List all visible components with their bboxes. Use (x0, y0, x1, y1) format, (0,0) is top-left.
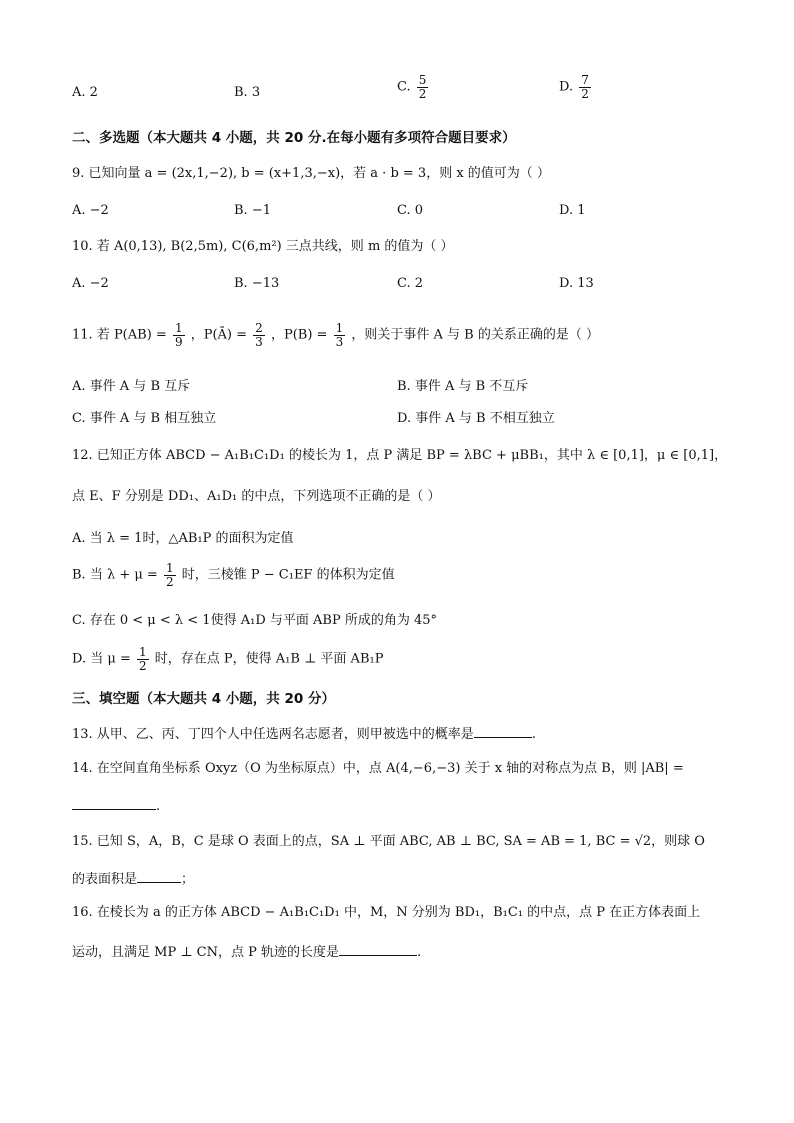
q15-end: ； (181, 872, 195, 887)
fraction-numerator: 7 (581, 73, 589, 87)
q12-option-d-prefix: D. 当 μ = (72, 651, 131, 667)
q9-stem: 9. 已知向量 a = (2x,1,−2), b = (x+1,3,−x)，若 a · b = 3，则 x 的值可为（ ） (72, 166, 550, 181)
q12-stem-line-2: 点 E、F 分别是 DD₁、A₁D₁ 的中点，下列选项不正确的是（ ） (72, 489, 441, 504)
q8-option-c-label: C. (397, 79, 411, 95)
q12-option-a: A. 当 λ = 1时，△AB₁P 的面积为定值 (72, 531, 294, 546)
q8-option-d (559, 74, 593, 100)
q9-option-b: B. −1 (234, 203, 271, 218)
q11-fraction-3 (334, 322, 346, 348)
q16-line-1: 16. 在棱长为 a 的正方体 ABCD − A₁B₁C₁D₁ 中，M，N 分别为 BD₁，B₁C₁ 的中点，点 P 在正方体表面上 (72, 905, 701, 920)
q13-stem: 13. 从甲、乙、丙、丁四个人中任选两名志愿者，则甲被选中的概率是 (72, 727, 474, 742)
q9-option-c: C. 0 (397, 203, 424, 218)
q8-option-c (397, 74, 430, 100)
fraction-denominator: 2 (581, 86, 589, 101)
q15-line-2 (72, 870, 194, 888)
q11-stem (72, 322, 599, 348)
q12-option-b-prefix: B. 当 λ + μ = (72, 567, 158, 583)
q11-stem-suffix: ，则关于事件 A 与 B 的关系正确的是（ ） (351, 327, 599, 343)
q11-stem-mid-2: ，P(B) = (270, 327, 328, 343)
answer-blank (72, 797, 156, 810)
q16-end: . (417, 945, 422, 960)
fraction-denominator: 2 (138, 658, 147, 673)
section-heading-fill-in: 三、填空题（本大题共 4 小题，共 20 分） (72, 691, 335, 707)
fraction-numerator: 1 (165, 561, 174, 575)
q10-option-b: B. −13 (234, 276, 280, 291)
answer-blank (137, 870, 181, 883)
q8-option-a: A. 2 (72, 85, 98, 100)
q12-option-b-suffix: 时，三棱锥 P − C₁EF 的体积为定值 (181, 567, 395, 583)
q10-option-c: C. 2 (397, 276, 424, 291)
q11-fraction-1 (173, 322, 185, 348)
q8-option-d-fraction (579, 74, 591, 100)
fraction-numerator: 2 (255, 321, 263, 335)
q12-option-c: C. 存在 0 < μ < λ < 1使得 A₁D 与平面 ABP 所成的角为 45° (72, 613, 437, 628)
q10-option-d: D. 13 (559, 276, 594, 291)
fraction-denominator: 2 (418, 86, 427, 101)
q8-option-b: B. 3 (234, 85, 261, 100)
q15-line-1: 15. 已知 S，A，B，C 是球 O 表面上的点，SA ⊥ 平面 ABC, AB ⊥ BC, SA = AB = 1, BC = √2，则球 O (72, 834, 705, 849)
q12-option-d (72, 646, 383, 672)
q9-option-a: A. −2 (72, 203, 109, 218)
q8-option-c-fraction (417, 74, 429, 100)
q9-option-d: D. 1 (559, 203, 586, 218)
fraction-numerator: 1 (138, 645, 147, 659)
q11-stem-prefix: 11. 若 P(AB) = (72, 327, 167, 343)
q11-option-d: D. 事件 A 与 B 不相互独立 (397, 411, 555, 426)
q13 (72, 725, 536, 743)
q15-line-2-text: 的表面积是 (72, 872, 138, 887)
q12-option-d-suffix: 时，存在点 P，使得 A₁B ⊥ 平面 AB₁P (154, 651, 384, 667)
fraction-numerator: 1 (174, 321, 183, 335)
q11-option-b: B. 事件 A 与 B 不互斥 (397, 379, 529, 394)
answer-blank (474, 725, 532, 738)
q11-fraction-2 (253, 322, 265, 348)
q14-line-1: 14. 在空间直角坐标系 Oxyz（O 为坐标原点）中，点 A(4,−6,−3) 关于 x 轴的对称点为点 B，则 |AB| = (72, 761, 684, 776)
q11-stem-mid-1: ，P(Ā) = (190, 327, 248, 343)
q10-stem: 10. 若 A(0,13), B(2,5m), C(6,m²) 三点共线，则 m 的值为（ ） (72, 239, 454, 254)
fraction-numerator: 1 (335, 321, 344, 335)
fraction-denominator: 3 (335, 334, 344, 349)
fraction-denominator: 3 (255, 334, 263, 349)
q8-option-d-label: D. (559, 79, 574, 95)
q11-option-a: A. 事件 A 与 B 互斥 (72, 379, 191, 394)
q16-line-2 (72, 943, 421, 961)
answer-blank (339, 943, 417, 956)
q11-option-c: C. 事件 A 与 B 相互独立 (72, 411, 217, 426)
fraction-denominator: 9 (174, 334, 183, 349)
q14-line-2 (72, 797, 160, 815)
fraction-denominator: 2 (165, 574, 174, 589)
q12-option-b (72, 562, 395, 588)
section-heading-multiple-choice: 二、多选题（本大题共 4 小题，共 20 分.在每小题有多项符合题目要求） (72, 130, 516, 146)
q12-option-d-fraction (137, 646, 149, 672)
q16-line-2-text: 运动，且满足 MP ⊥ CN，点 P 轨迹的长度是 (72, 945, 340, 960)
q13-end: . (531, 727, 536, 742)
q14-end: . (156, 799, 161, 814)
q12-option-b-fraction (164, 562, 176, 588)
q10-option-a: A. −2 (72, 276, 109, 291)
fraction-numerator: 5 (418, 73, 427, 87)
q12-stem-line-1: 12. 已知正方体 ABCD − A₁B₁C₁D₁ 的棱长为 1，点 P 满足 BP = λBC + μBB₁，其中 λ ∈ [0,1]，μ ∈ [0,1]， (72, 448, 728, 463)
